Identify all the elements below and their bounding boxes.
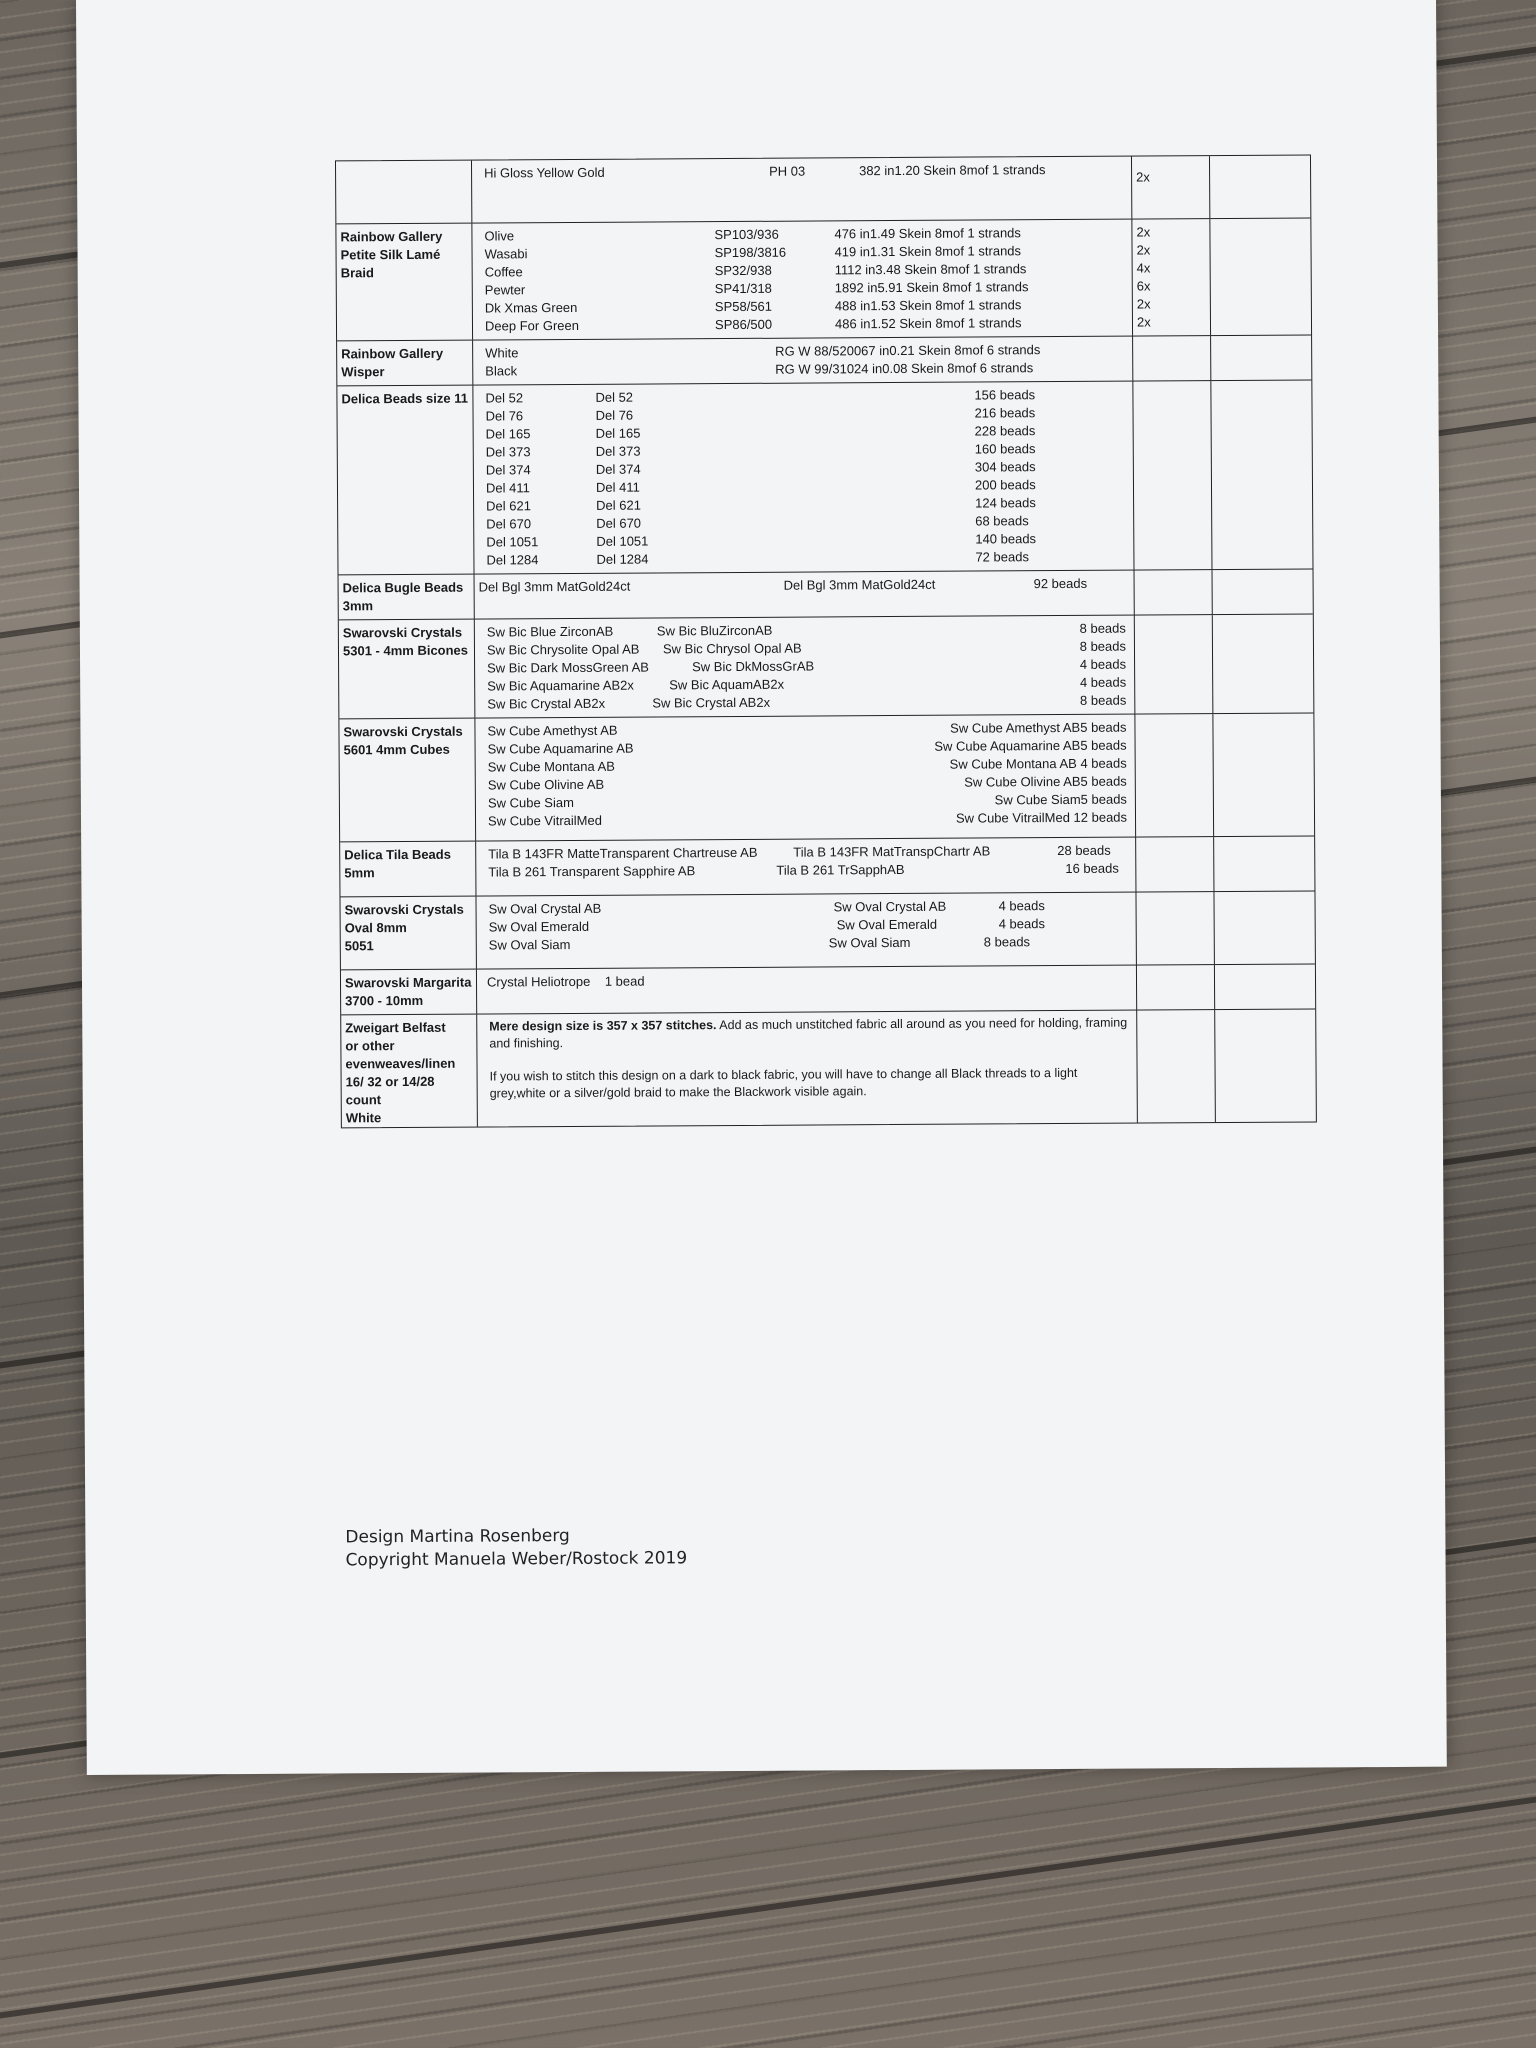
materials-table <box>335 154 1317 1128</box>
material-label: Delica Bugle Beads 3mm <box>339 575 475 620</box>
table-row <box>341 1009 1316 1127</box>
checkbox-cell <box>1211 380 1312 569</box>
table-row: Swarovski Crystals Oval 8mm 5051 Sw Oval Crystal AB Sw Oval Crystal AB 4 beads Sw Oval Emerald Sw Oval Emerald 4 beads Sw Oval Siam Sw Oval Siam 8 beads <box>340 891 1314 970</box>
checkbox-cell <box>1213 569 1313 614</box>
table-row: Delica Tila Beads 5mm Tila B 143FR MatteTransparent Chartreuse AB Tila B 143FR MatTranspChartr AB 28 beads Tila B 261 Transparent Sapphire AB Tila B 261 TrSapphAB 16 beads <box>340 836 1314 897</box>
table-row: Delica Bugle Beads 3mm Del Bgl 3mm MatGold24ct Del Bgl 3mm MatGold24ct 92 beads <box>339 569 1313 620</box>
item-name: Hi Gloss Yellow Gold <box>484 164 605 181</box>
copyright-credit: Copyright Manuela Weber/Rostock 2019 <box>345 1548 688 1571</box>
item-amount: 382 in1.20 Skein 8mof 1 strands <box>859 162 1046 179</box>
fabric-note: Mere design size is 357 x 357 stitches. Add as much unstitched fabric all around as you need for holding, framing and finishing. If you wish to stitch this design on a dark to black fabric, you will have to change all Black threads to a light grey,white or a silver/gold braid to make the Blackwork visible again. <box>477 1011 1138 1127</box>
checkbox-cell <box>1214 836 1314 891</box>
checkbox-cell <box>1210 155 1310 218</box>
designer-credit: Design Martina Rosenberg <box>345 1526 570 1548</box>
table-row: Rainbow Gallery Wisper White RG W 88/520067 in0.21 Skein 8mof 6 strands Black RG W 99/31024 in0.08 Skein 8mof 6 strands <box>337 335 1311 386</box>
material-label: Zweigart Belfast or other evenweaves/linen 16/ 32 or 14/28 count White <box>341 1015 478 1128</box>
checkbox-cell <box>1213 614 1314 713</box>
item-code: PH 03 <box>769 163 806 179</box>
material-label: Delica Beads size 11 <box>337 386 474 575</box>
item-qty: 2x <box>1136 169 1150 185</box>
table-row: Swarovski Margarita 3700 - 10mm Crystal Heliotrope 1 bead <box>341 964 1315 1015</box>
material-label: Rainbow Gallery Petite Silk Lamé Braid <box>336 224 473 341</box>
footer-credits <box>345 1524 687 1572</box>
checkbox-cell <box>1215 964 1315 1009</box>
material-label: Rainbow Gallery Wisper <box>337 341 473 386</box>
table-row: Swarovski Crystals 5301 - 4mm Bicones Sw Bic Blue ZirconAB Sw Bic BluZirconAB 8 beads Sw Bic Chrysolite Opal AB Sw Bic Chrysol Opal AB 8 beads Sw Bic Dark MossGreen AB Sw Bic DkMossGrAB 4 beads Sw Bic Aquamarine AB2x Sw Bic AquamAB2x 4 beads Sw Bic Crystal AB2x Sw Bic Crystal AB2x 8 beads <box>339 614 1314 719</box>
checkbox-cell <box>1211 335 1311 380</box>
material-label: Swarovski Crystals 5601 4mm Cubes <box>339 719 476 842</box>
paper-sheet <box>76 0 1447 1775</box>
checkbox-cell <box>1214 891 1314 964</box>
table-row <box>336 155 1310 224</box>
checkbox-cell <box>1210 218 1311 335</box>
checkbox-cell <box>1215 1009 1316 1122</box>
material-label: Delica Tila Beads 5mm <box>340 842 476 897</box>
table-row: Rainbow Gallery Petite Silk Lamé Braid Olive SP103/936 476 in1.49 Skein 8mof 1 strands Wasabi SP198/3816 419 in1.31 Skein 8mof 1 strands Coffee SP32/938 1112 in3.48 Skein 8mof 1 strands Pewter SP41/318 1892 in5.91 Skein 8mof 1 strands Dk Xmas Green SP58/561 488 in1.53 Skein 8mof 1 strands Deep For Green SP86/500 486 in1.52 Skein 8mof 1 strands 2x 2x 4x 6x 2x 2x <box>336 218 1311 341</box>
material-label: Swarovski Crystals Oval 8mm 5051 <box>340 897 476 970</box>
table-row: Swarovski Crystals 5601 4mm Cubes Sw Cube Amethyst AB Sw Cube Amethyst AB5 beads Sw Cube Aquamarine AB Sw Cube Aquamarine AB5 beads Sw Cube Montana AB Sw Cube Montana AB 4 beads Sw Cube Olivine AB Sw Cube Olivine AB5 beads Sw Cube Siam Sw Cube Siam5 beads Sw Cube VitrailMed Sw Cube VitrailMed 12 beads <box>339 713 1314 842</box>
material-label: Swarovski Margarita 3700 - 10mm <box>341 970 477 1015</box>
material-label: Swarovski Crystals 5301 - 4mm Bicones <box>339 620 476 719</box>
table-row: Delica Beads size 11 Del 52 Del 52 156 beads Del 76 Del 76 216 beads Del 165 Del 165 228 beads Del 373 Del 373 160 beads Del 374 Del 374 304 beads Del 411 Del 411 200 beads Del 621 Del 621 124 beads Del 670 Del 670 68 beads Del 1051 Del 1051 140 beads Del 1284 Del 1284 72 beads <box>337 380 1312 575</box>
checkbox-cell <box>1213 713 1314 836</box>
